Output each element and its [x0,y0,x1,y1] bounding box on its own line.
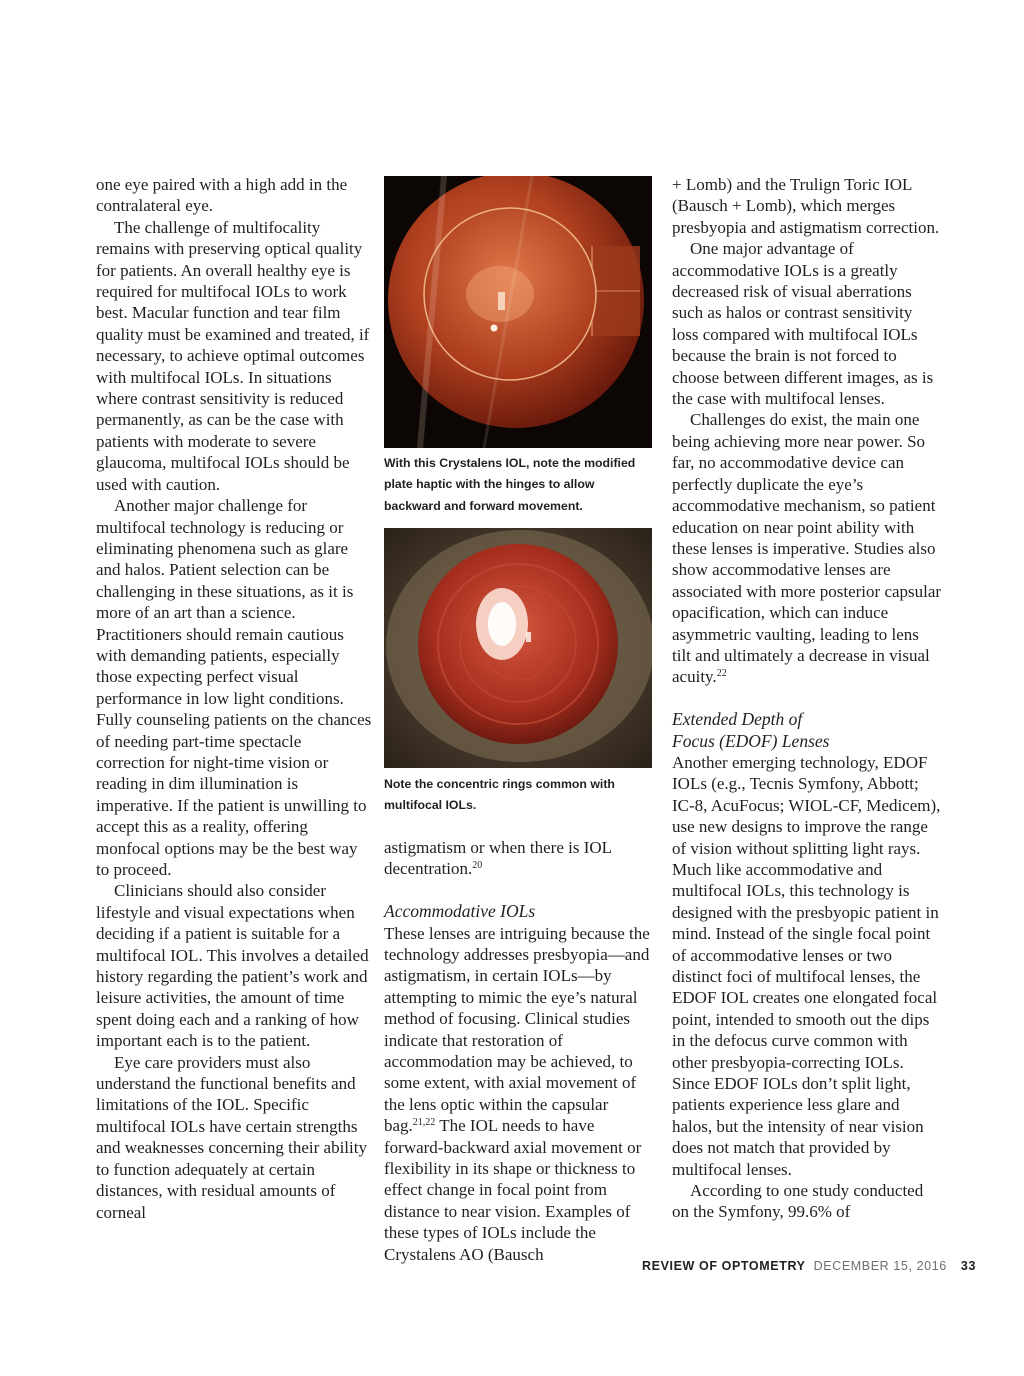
figure-caption-2: Note the concentric rings common with multifocal IOLs. [384,777,615,813]
eye-photo-crystalens [384,176,652,448]
reference-marker: 20 [472,860,483,872]
paragraph: Another major challenge for multifocal technology is reducing or eliminating phenomena such as glare and halos. Patient selection can be challenging in these situations, as it is more of an art than a science. Practitioners should remain cautious with demanding patients, especially those expecting perfect visual performance in low light conditions. Fully counseling patients on the chances of needing part-time spectacle correction for night-time vision or reading in dim illumination is imperative. If the patient is unwilling to accept this as a reality, offering monfocal options may be the best way to proceed. [96,496,372,879]
paragraph: + Lomb) and the Trulign Toric IOL (Bausch + Lomb), which merges presbyopia and astigmatism correction. [672,175,940,237]
paragraph: According to one study conducted on the Symfony, 99.6% of [672,1181,924,1222]
text-column-3 [672,174,942,1223]
figure-multifocal-photo [384,528,652,768]
section-heading: Extended Depth of Focus (EDOF) Lenses [672,709,830,751]
paragraph: astigmatism or when there is IOL decentration.$^{20}$ [384,838,612,879]
figure-caption-1: With this Crystalens IOL, note the modified plate haptic with the hinges to allow backward and forward movement. [384,456,636,513]
paragraph: one eye paired with a high add in the contralateral eye. [96,175,348,216]
issue-date: DECEMBER 15, 2016 [813,1259,947,1273]
figure-crystalens-photo [384,176,652,448]
paragraph: Eye care providers must also understand the functional benefits and limitations of the IOL. Specific multifocal IOLs have certain strengths and weaknesses concerning their ability to function adequately at certain distances, with residual amounts of corneal [96,1052,367,1222]
page-footer [642,1259,976,1273]
reference-marker: 22 [716,668,727,680]
paragraph: Clinicians should also consider lifestyle and visual expectations when deciding if a patient is suitable for a multifocal IOL. This involves a detailed history regarding the patient’s work and leisure activities, the amount of time spent doing each and a ranking of how important each is to the patient. [96,881,369,1051]
text-column-2 [384,837,654,1265]
publication-name: REVIEW OF OPTOMETRY [642,1259,806,1273]
paragraph: Another emerging technology, EDOF IOLs (e.g., Tecnis Symfony, Abbott; IC-8, AcuFocus; WIOL-CF, Medicem), use new designs to improve the range of vision without splitting light rays. Much like accommodative and multifocal IOLs, this technology is designed with the presbyopic patient in mind. Instead of the single focal point of accommodative lenses or two distinct foci of multifocal lenses, the EDOF IOL creates one elongated focal point, intended to smooth out the dips in the defocus curve common with other presbyopia-correcting IOLs. Since EDOF IOLs don’t split light, patients experience less glare and halos, but the intensity of near vision does not match that provided by multifocal lenses. [672,752,941,1179]
paragraph: Challenges do exist, the main one being achieving more near power. So far, no accommodative device can perfectly duplicate the eye’s accommodative mechanism, so patient education on near point ability with these lenses is imperative. Studies also show accommodative lenses are associated with more posterior capsular opacification, which can induce asymmetric vaulting, leading to lens tilt and ultimately a decrease in visual acuity.$^{22}$ [672,410,942,687]
page-number: 33 [960,1259,976,1273]
paragraph: These lenses are intriguing because the technology addresses presbyopia—and astigmatism, in certain IOLs—by attempting to mimic the eye’s natural method of focusing. Clinical studies indicate that restoration of accommodation may be achieved, to some extent, with axial movement of the lens optic within the capsular bag.$^{21,22}$ The IOL needs to have forward-backward axial movement or flexibility in its shape or thickness to effect change in focal point from distance to near vision. Examples of these types of IOLs include the Crystalens AO (Bausch [384,923,650,1264]
paragraph: The challenge of multifocality remains with preserving optical quality for patients. An overall healthy eye is required for multifocal IOLs to work best. Macular function and tear film quality must be examined and treated, if necessary, to achieve optimal outcomes with multifocal IOLs. In situations where contrast sensitivity is reduced permanently, as can be the case with patients with moderate to severe glaucoma, multifocal IOLs should be used with caution. [96,217,370,494]
eye-photo-multifocal [384,528,652,768]
section-heading: Accommodative IOLs [384,901,536,922]
reference-marker: 21,22 [412,1117,436,1129]
paragraph: One major advantage of accommodative IOLs is a greatly decreased risk of visual aberrations such as halos or contrast sensitivity loss compared with multifocal IOLs because the brain is not forced to choose between different images, as is the case with multifocal lenses. [672,239,934,409]
text-column-1 [96,174,372,1223]
